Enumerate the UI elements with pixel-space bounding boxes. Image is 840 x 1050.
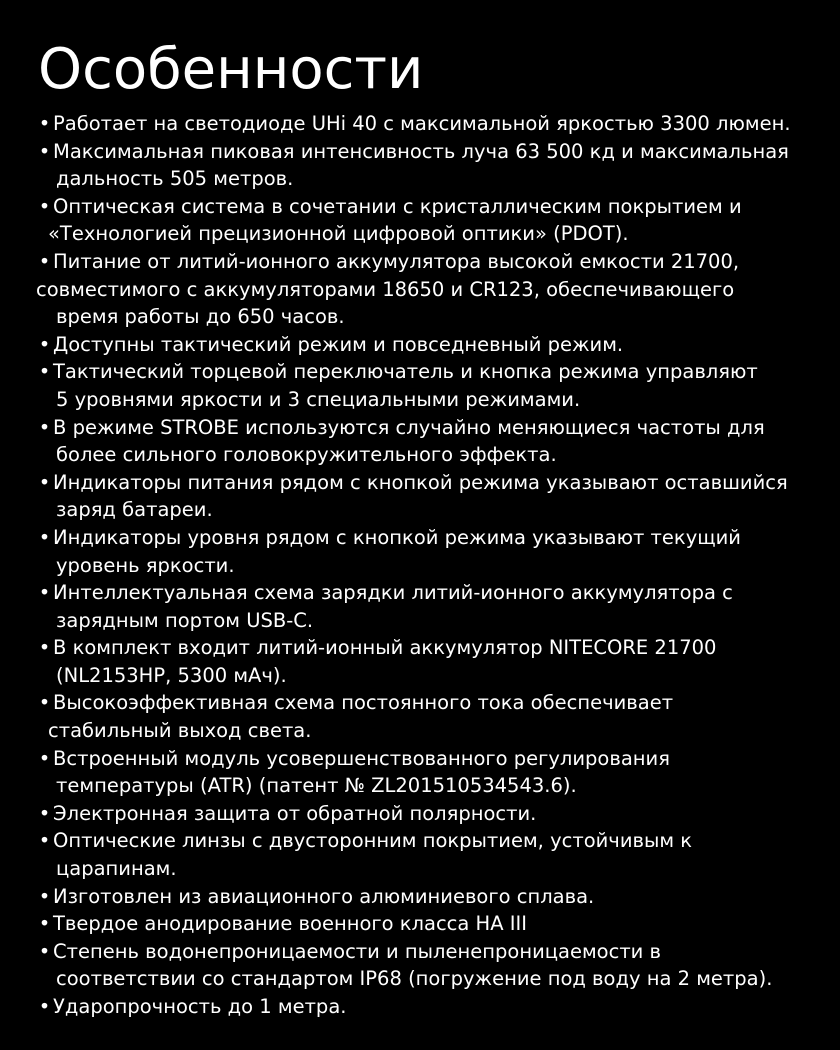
bullet-icon: • (38, 801, 51, 825)
bullet-icon: • (38, 912, 51, 936)
bullet-icon: • (38, 415, 51, 439)
bullet-icon: • (38, 746, 51, 770)
bullet-icon: • (38, 939, 51, 963)
feature-item (36, 193, 836, 248)
feature-line (36, 910, 836, 938)
feature-line-continuation: уровень яркости. (56, 553, 235, 577)
feature-item (36, 689, 836, 744)
feature-item (36, 358, 836, 413)
feature-line (36, 938, 836, 966)
feature-line (36, 827, 836, 855)
feature-text: Доступны тактический режим и повседневный режим. (53, 332, 624, 356)
feature-line (36, 993, 836, 1021)
feature-item (36, 634, 836, 689)
bullet-icon: • (38, 112, 51, 135)
feature-line (36, 193, 836, 221)
feature-text: В режиме STROBE используются случайно меняющиеся частоты для (53, 415, 765, 439)
feature-line-continuation: «Технологией прецизионной цифровой оптики» (PDOT). (48, 222, 629, 246)
feature-line (36, 358, 836, 386)
page-title: Особенности (38, 37, 424, 102)
feature-item (36, 883, 836, 911)
feature-text: В комплект входит литий-ионный аккумулятор NITECORE 21700 (53, 636, 717, 660)
feature-item (36, 827, 836, 882)
bullet-icon: • (38, 829, 51, 853)
feature-line-continuation: заряд батареи. (56, 498, 213, 522)
bullet-icon: • (38, 249, 51, 273)
feature-text: Встроенный модуль усовершенствованного регулирования (53, 746, 670, 770)
feature-item (36, 524, 836, 579)
feature-line (36, 745, 836, 773)
feature-line-continuation: более сильного головокружительного эффекта. (56, 443, 557, 467)
feature-line (36, 883, 836, 911)
feature-line-continuation: совместимого с аккумуляторами 18650 и CR123, обеспечивающего (36, 277, 735, 301)
features-list (36, 110, 836, 1021)
feature-item (36, 910, 836, 938)
feature-item (36, 248, 836, 331)
feature-text: Индикаторы питания рядом с кнопкой режима указывают оставшийся (53, 470, 788, 494)
feature-line (36, 579, 836, 607)
bullet-icon: • (38, 139, 51, 163)
feature-line-continuation: время работы до 650 часов. (56, 305, 345, 329)
bullet-icon: • (38, 884, 51, 908)
feature-line-continuation: 5 уровнями яркости и 3 специальными режимами. (56, 387, 581, 411)
feature-line (36, 689, 836, 717)
feature-line (36, 248, 836, 276)
bullet-icon: • (38, 360, 51, 384)
bullet-icon: • (38, 995, 51, 1018)
feature-item (36, 110, 836, 138)
bullet-icon: • (38, 194, 51, 218)
feature-line (36, 331, 836, 359)
feature-line (36, 524, 836, 552)
bullet-icon: • (38, 636, 51, 660)
feature-text: Тактический торцевой переключатель и кнопка режима управляют (53, 360, 758, 384)
feature-line (36, 800, 836, 828)
feature-line-continuation: соответствии со стандартом IP68 (погружение под воду на 2 метра). (56, 967, 773, 991)
feature-text: Ударопрочность до 1 метра. (53, 995, 347, 1018)
feature-line-continuation: царапинам. (56, 857, 177, 881)
bullet-icon: • (38, 581, 51, 605)
feature-line (36, 414, 836, 442)
feature-text: Максимальная пиковая интенсивность луча 63 500 кд и максимальная (53, 139, 789, 163)
feature-item (36, 331, 836, 359)
feature-line-continuation: температуры (ATR) (патент № ZL201510534543.6). (56, 774, 577, 798)
bullet-icon: • (38, 470, 51, 494)
feature-item (36, 993, 836, 1021)
feature-text: Оптическая система в сочетании с кристаллическим покрытием и (53, 194, 742, 218)
feature-item (36, 414, 836, 469)
feature-item (36, 469, 836, 524)
feature-line-continuation: зарядным портом USB-C. (56, 608, 314, 632)
feature-line-continuation: стабильный выход света. (48, 719, 312, 743)
bullet-icon: • (38, 525, 51, 549)
feature-text: Питание от литий-ионного аккумулятора высокой емкости 21700, (53, 249, 740, 273)
feature-line-continuation: (NL2153HP, 5300 мАч). (56, 663, 287, 687)
feature-text: Твердое анодирование военного класса HA III (53, 912, 527, 936)
feature-item (36, 745, 836, 800)
feature-text: Оптические линзы с двусторонним покрытием, устойчивым к (53, 829, 693, 853)
feature-text: Электронная защита от обратной полярности. (53, 801, 537, 825)
feature-text: Индикаторы уровня рядом с кнопкой режима указывают текущий (53, 525, 741, 549)
feature-text: Степень водонепроницаемости и пыленепроницаемости в (53, 939, 662, 963)
feature-text: Работает на светодиоде UHi 40 с максимальной яркостью 3300 люмен. (53, 112, 791, 135)
feature-text: Изготовлен из авиационного алюминиевого сплава. (53, 884, 595, 908)
bullet-icon: • (38, 691, 51, 715)
feature-text: Высокоэффективная схема постоянного тока обеспечивает (53, 691, 674, 715)
feature-line-continuation: дальность 505 метров. (56, 167, 294, 191)
feature-line (36, 634, 836, 662)
feature-item (36, 938, 836, 993)
feature-item (36, 800, 836, 828)
feature-line (36, 138, 836, 166)
feature-item (36, 579, 836, 634)
feature-line (36, 469, 836, 497)
feature-line (36, 110, 836, 138)
bullet-icon: • (38, 332, 51, 356)
feature-item (36, 138, 836, 193)
feature-text: Интеллектуальная схема зарядки литий-ионного аккумулятора с (53, 581, 733, 605)
